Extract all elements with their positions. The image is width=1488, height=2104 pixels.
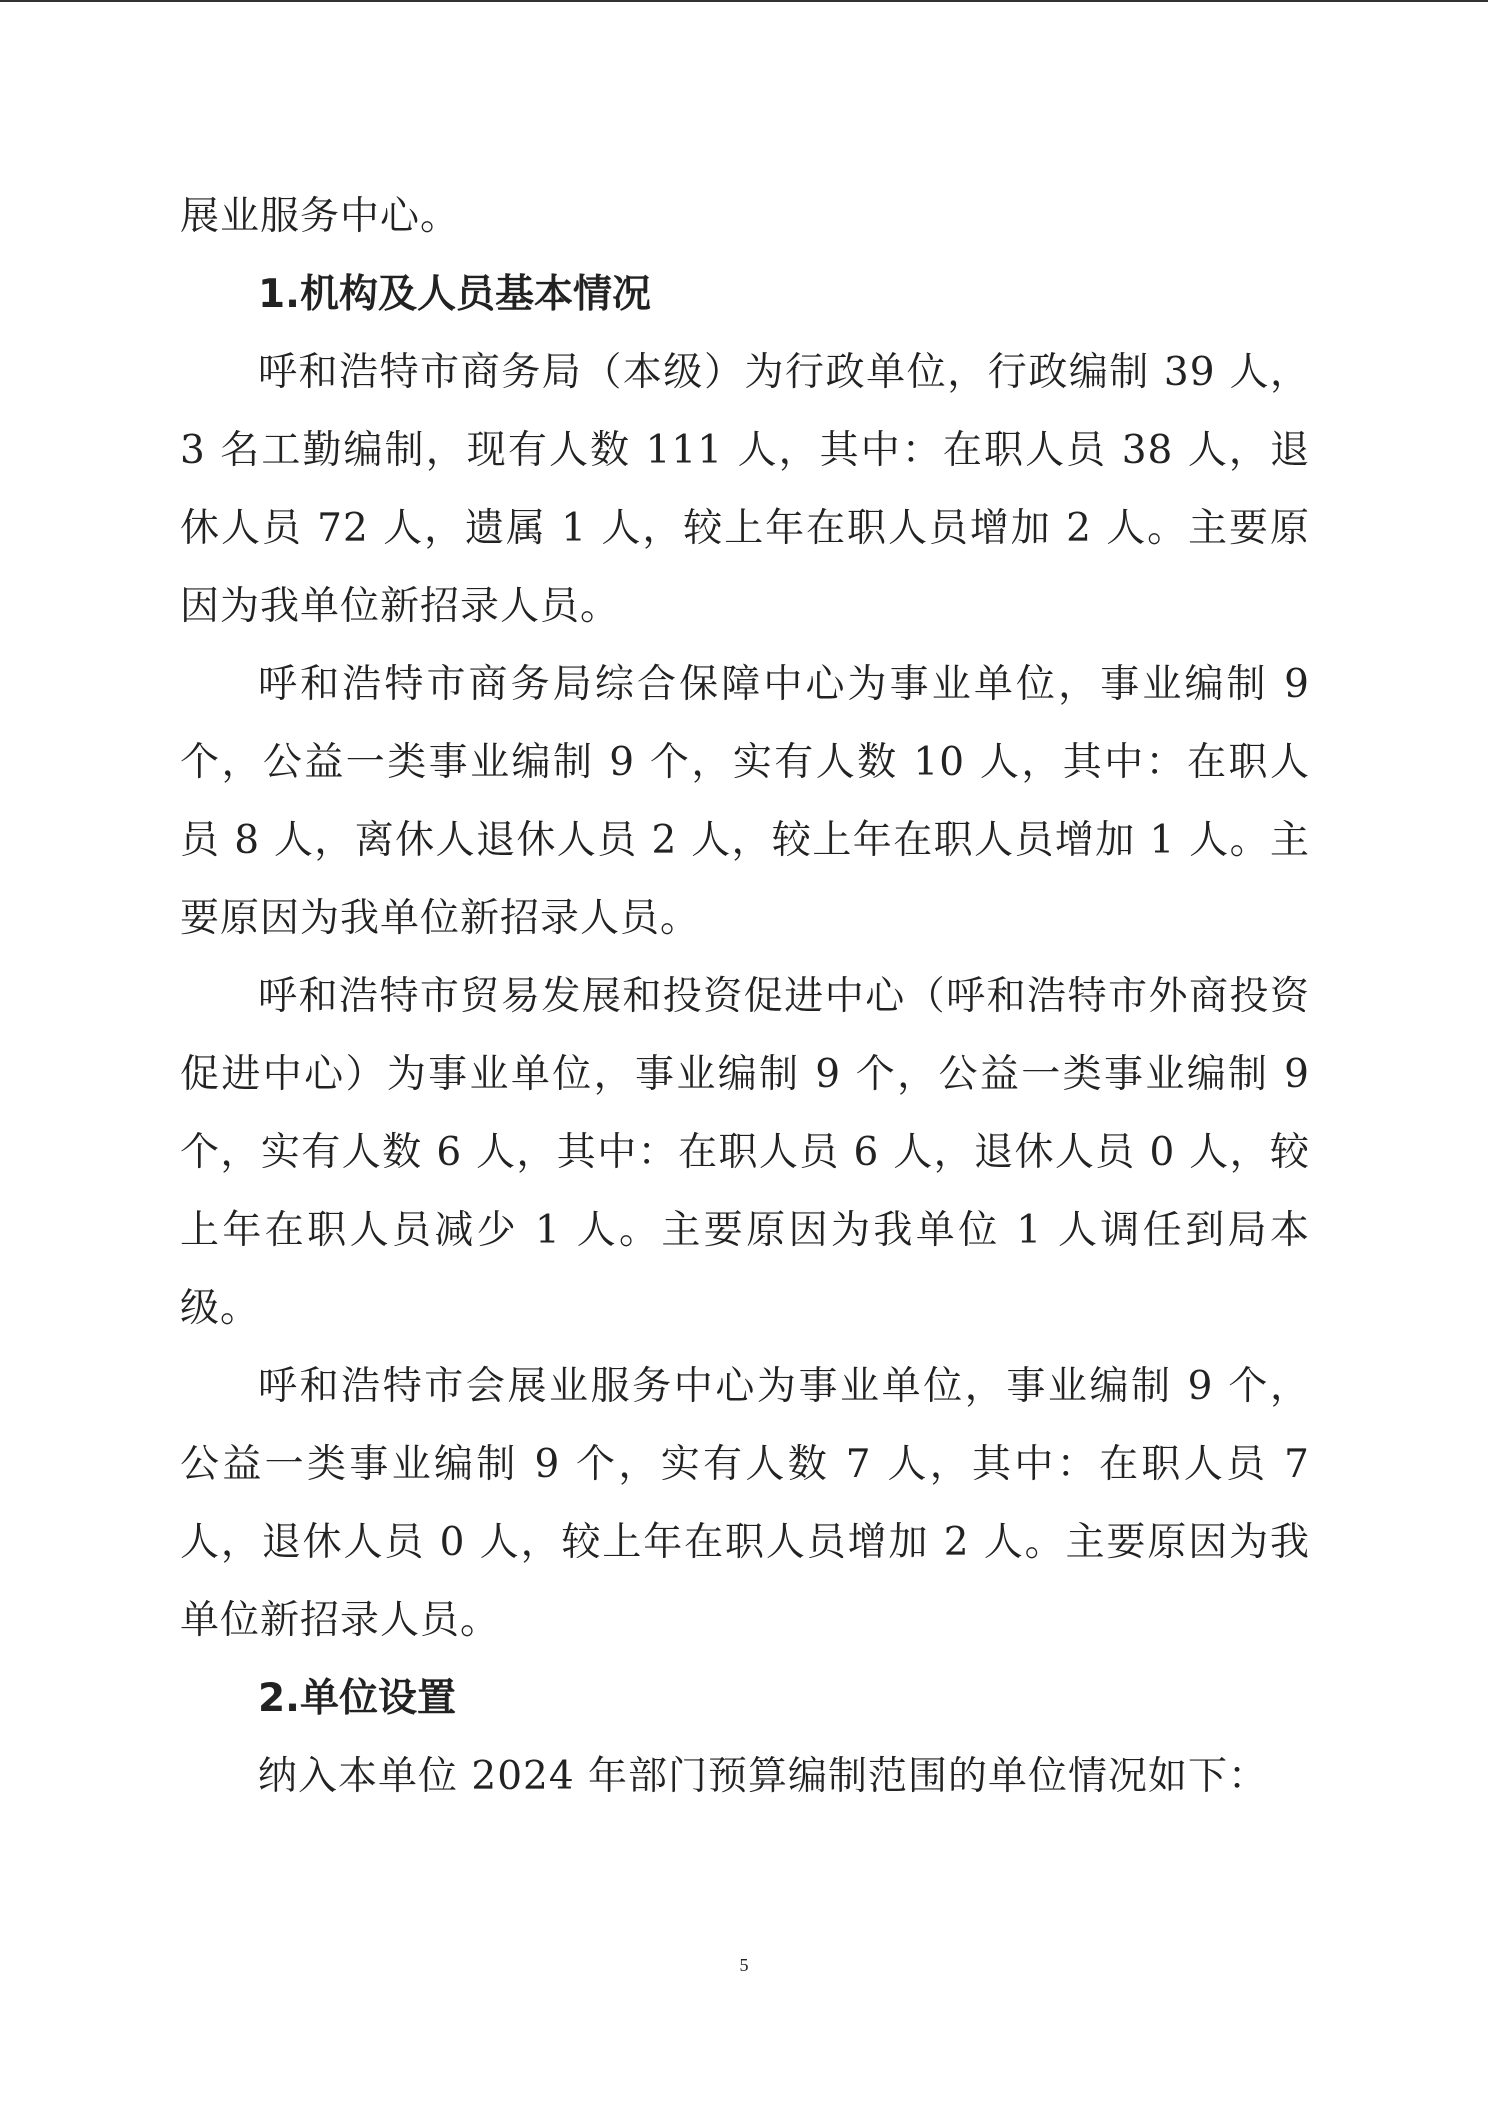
page-number: 5: [739, 1955, 749, 1975]
paragraph-budget-scope: 纳入本单位 2024 年部门预算编制范围的单位情况如下：: [258, 1754, 1269, 1799]
document-body: [180, 178, 1310, 1816]
paragraph-trade-investment-center: 呼和浩特市贸易发展和投资促进中心（呼和浩特市外商投资促进中心）为事业单位，事业编制 9 个，公益一类事业编制 9 个，实有人数 6 人，其中：在职人员 6 人，退休人员 0 人，较上年在职人员减少 1 人。主要原因为我单位 1 人调任到局本级。: [180, 974, 1310, 1331]
top-border-line: [0, 0, 1488, 2]
section-heading-personnel: 1.机构及人员基本情况: [258, 272, 651, 317]
paragraph-exhibition-center: 呼和浩特市会展业服务中心为事业单位，事业编制 9 个，公益一类事业编制 9 个，实有人数 7 人，其中：在职人员 7 人，退休人员 0 人，较上年在职人员增加 2 人。主要原因为我单位新招录人员。: [180, 1364, 1310, 1643]
paragraph-support-center: 呼和浩特市商务局综合保障中心为事业单位，事业编制 9 个，公益一类事业编制 9 个，实有人数 10 人，其中：在职人员 8 人，离休人退休人员 2 人，较上年在职人员增加 1 人。主要原因为我单位新招录人员。: [180, 662, 1310, 941]
section-heading-unit-setup: 2.单位设置: [258, 1676, 456, 1721]
paragraph-bureau-headquarters: 呼和浩特市商务局（本级）为行政单位，行政编制 39 人，3 名工勤编制，现有人数 111 人，其中：在职人员 38 人，退休人员 72 人，遗属 1 人，较上年在职人员增加 2 人。主要原因为我单位新招录人员。: [180, 350, 1310, 629]
continuation-paragraph: 展业服务中心。: [180, 194, 461, 239]
